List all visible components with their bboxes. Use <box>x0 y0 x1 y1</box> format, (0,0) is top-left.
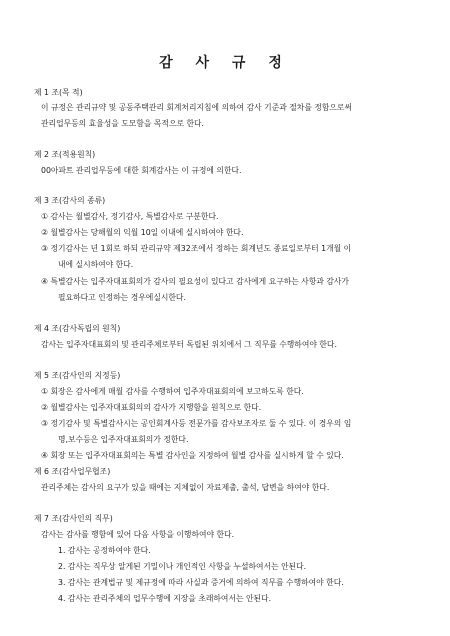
article-5-item-2: ② 월별감사는 입주자대표회의의 감사가 지행함을 원칙으로 한다. <box>41 403 262 412</box>
article-4-line-1: 감사는 입주자대표회의 및 관리주체로부터 독립된 위치에서 그 직무를 수행하여야 한다. <box>41 340 337 349</box>
article-3-heading: 제 3 조(감사의 종류) <box>34 196 106 205</box>
article-3-item-2: ② 월별감사는 당해월의 익월 10일 이내에 실시하여야 한다. <box>41 228 244 237</box>
article-7-number-3: 3. 감사는 관계법규 및 제규정에 따라 사실과 증거에 의하여 직무를 수행하여야 한다. <box>58 578 344 587</box>
article-5-item-3: ③ 정기감사 및 특별감사시는 공인회계사등 전문가를 감사보조자로 둘 수 있다. 이 경우의 임 <box>41 419 352 428</box>
article-7-heading: 제 7 조(감사인의 직무) <box>34 514 113 523</box>
article-5-item-4: ④ 회장 또는 입주자대표회의는 특별 감사인을 지정하여 월별 감사를 실시하게 할 수 있다. <box>41 451 344 460</box>
article-1-line-2: 관리업무등의 효율성을 도모함을 목적으로 한다. <box>41 119 205 128</box>
article-7-number-4: 4. 감사는 관리주체의 업무수행에 지장을 초래하여서는 안된다. <box>58 594 272 603</box>
article-3-item-3: ③ 정기감사는 년 1회로 하되 관리규약 제32조에서 정하는 회계년도 종료일로부터 1개월 이 <box>41 244 352 253</box>
article-7-number-2: 2. 감사는 직무상 알게된 기밀이나 개인적인 사항을 누설하여서는 안된다. <box>58 562 307 571</box>
document-title: 감 사 규 정 <box>159 55 291 71</box>
article-2-heading: 제 2 조(적용원칙) <box>34 150 96 159</box>
article-6-heading: 제 6 조(감사업무협조) <box>34 467 111 476</box>
article-5-heading: 제 5 조(감사인의 지정등) <box>34 371 121 380</box>
article-6-line-1: 관리주체는 감사의 요구가 있을 때에는 지체없이 자료제출, 출석, 답변을 하여야 한다. <box>41 483 330 492</box>
article-7-line-1: 감사는 감사를 행함에 있어 다음 사항을 이행하여야 한다. <box>41 530 235 539</box>
article-2-line-1: 00아파트 관리업무등에 대한 회계감사는 이 규정에 의한다. <box>41 166 242 175</box>
article-1-heading: 제 1 조(목 적) <box>34 88 83 97</box>
article-3-item-1: ① 감사는 월별감사, 정기감사, 특별감사로 구분한다. <box>41 212 219 221</box>
article-7-number-1: 1. 감사는 공정하여야 한다. <box>58 546 151 555</box>
article-3-item-4-cont: 필요하다고 인정하는 경우에실시한다. <box>58 293 186 302</box>
article-1-line-1: 이 규정은 관리규약 및 공동주택관리 회계처리지침에 의하여 감사 기준과 절차를 정함으로써 <box>41 103 352 112</box>
article-4-heading: 제 4 조(감사독립의 원칙) <box>34 324 121 333</box>
article-3-item-4: ④ 특별감사는 입주자대표회의가 감사의 필요성이 있다고 감사에게 요구하는 사항과 감사가 <box>41 277 349 286</box>
article-3-item-3-cont: 내에 실시하여야 한다. <box>58 260 134 269</box>
article-5-item-1: ① 회장은 감사에게 매월 감사를 수행하여 입주자대표회의에 보고하도록 한다. <box>41 387 304 396</box>
article-5-item-3-cont: 명,보수등은 입주자대표회의가 정한다. <box>58 435 189 444</box>
